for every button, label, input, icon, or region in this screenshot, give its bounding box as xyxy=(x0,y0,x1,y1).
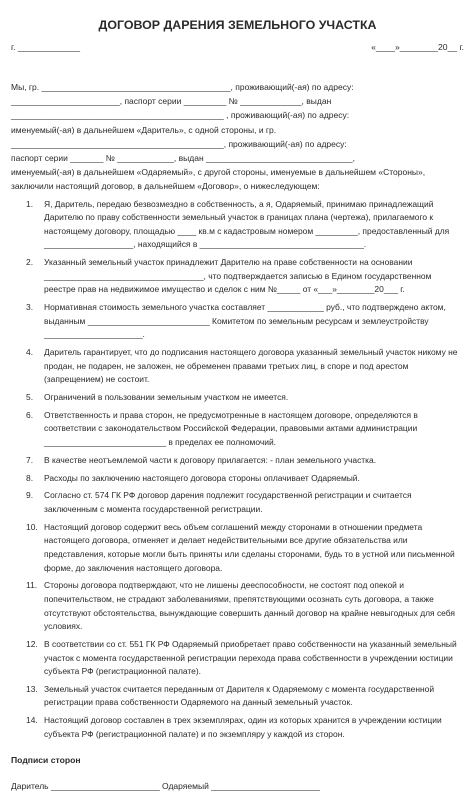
clause-item xyxy=(11,301,464,342)
date-field: «____»________20__ г. xyxy=(371,42,464,52)
clause-number: 10. xyxy=(26,521,38,532)
clause-number: 4. xyxy=(26,347,34,358)
clause-number: 3. xyxy=(26,302,34,313)
signatures-heading: Подписи сторон xyxy=(11,755,81,766)
clause-number: 5. xyxy=(26,392,34,403)
clause-item xyxy=(11,256,464,297)
clause-number: 13. xyxy=(26,683,38,694)
clause-text: Расходы по заключению настоящего договора стороны оплачивает Одаряемый. xyxy=(44,472,360,483)
clause-number: 9. xyxy=(26,490,34,501)
intro-line: заключили настоящий договор, в дальнейшем «Договор», о нижеследующем: xyxy=(11,181,320,192)
clause-text: Даритель гарантирует, что до подписания настоящего договора указанный земельный участок никому не продан, не подарен, не заложен, не обременен правами третьих лиц, в споре и под арестом (запрещением) не состоит. xyxy=(44,347,458,385)
place-date-row xyxy=(11,41,464,53)
document-title: ДОГОВОР ДАРЕНИЯ ЗЕМЕЛЬНОГО УЧАСТКА xyxy=(98,18,377,32)
intro-line: Мы, гр. ________________________________________, проживающий(-ая) по адресу: xyxy=(11,82,354,92)
clause-text: Ограничений в пользовании земельным участком не имеется. xyxy=(44,392,289,403)
clause-item xyxy=(11,409,464,450)
clause-text: Настоящий договор составлен в трех экземплярах, один из которых хранится в учреждении юстиции субъекта РФ (регистрационной палате) и по экземпляру у каждой из сторон. xyxy=(44,715,442,739)
clause-item xyxy=(11,346,464,387)
place-field: г. _____________ xyxy=(11,42,80,52)
clause-number: 8. xyxy=(26,472,34,483)
clause-item xyxy=(11,638,464,679)
clause-number: 2. xyxy=(26,257,34,268)
clause-number: 14. xyxy=(26,715,38,726)
clause-number: 7. xyxy=(26,454,34,465)
clause-text: Нормативная стоимость земельного участка составляет ____________ руб., что подтверждено актом, выданным __________________________ Комитетом по земельным ресурсам и землеустройству _____________________. xyxy=(44,302,446,340)
signatures-line: Даритель _______________________ Одаряемый _______________________ xyxy=(11,781,320,792)
clause-item xyxy=(11,489,464,516)
clause-item xyxy=(11,472,464,486)
contract-clauses xyxy=(11,198,464,742)
clause-number: 12. xyxy=(26,638,38,649)
clause-number: 1. xyxy=(26,198,34,209)
clause-number: 11. xyxy=(26,580,38,591)
clause-item xyxy=(11,683,464,710)
clause-text: Ответственность и права сторон, не предусмотренные в настоящем договоре, определяются в соответствии с законодательством Российской Федерации, правовыми актами администрации __________________________ в пределах ее полномочий. xyxy=(44,409,418,448)
clause-text: В соответствии со ст. 551 ГК РФ Одаряемый приобретает право собственности на указанный земельный участок с момента государственной регистрации перехода права собственности в учреждении юстиции субъекта РФ (регистрационной палате). xyxy=(44,638,457,677)
intro-line: _____________________________________________, проживающий(-ая) по адресу: xyxy=(11,138,347,149)
intro-line: именуемый(-ая) в дальнейшем «Одаряемый», с другой стороны, именуемые в дальнейшем «Стороны», xyxy=(11,167,426,178)
clause-item xyxy=(11,714,464,741)
intro-line: _______________________, паспорт серии _________ № _____________, выдан xyxy=(11,96,332,107)
clause-text: Стороны договора подтверждают, что не лишены дееспособности, не состоят под опекой и попечительством, не страдают заболеваниями, препятствующими осознать суть договора, а также отсутствуют обстоятельства, вынуждающие совершить данный договор на крайне невыгодных для себя условиях. xyxy=(44,580,455,632)
intro-line: именуемый(-ая) в дальнейшем «Даритель», с одной стороны, и гр. xyxy=(11,124,277,135)
clause-item xyxy=(11,391,464,405)
clause-text: Согласно ст. 574 ГК РФ договор дарения подлежит государственной регистрации и считается заключенным с момента государственной регистрации. xyxy=(44,490,412,514)
intro-paragraph xyxy=(11,80,464,194)
clause-text: Указанный земельный участок принадлежит Дарителю на праве собственности на основании __________________________________, что подтверждается записью в Едином государственном реестре прав на недвижимое имущество и сделок с ним №_____ от «___»________20___ г. xyxy=(44,257,432,295)
clause-item xyxy=(11,454,464,468)
clause-text: Я, Даритель, передаю безвозмездно в собственность, а я, Одаряемый, принимаю принадлежащий Дарителю по праву собственности земельный участок в границах плана (чертежа), прилагаемого к настоящему договору, площадью ____ кв.м с кадастровым номером _________, предоставленный для ___________________, находящийся в ___________________________________. xyxy=(44,198,450,250)
clause-text: В качестве неотъемлемой части к договору прилагается: - план земельного участка. xyxy=(44,454,377,465)
clause-item xyxy=(11,579,464,633)
intro-line: _____________________________________________ , проживающий(-ая) по адресу: xyxy=(11,110,350,121)
intro-line: паспорт серии _______ № ____________, выдан _______________________________, xyxy=(11,153,355,164)
clause-text: Земельный участок считается переданным от Дарителя к Одаряемому с момента государственной регистрации права собственности Одаряемого на данный земельный участок. xyxy=(44,683,435,708)
clause-item xyxy=(11,521,464,575)
clause-item xyxy=(11,198,464,252)
clause-text: Настоящий договор содержит весь объем соглашений между сторонами в отношении предмета настоящего договора, отменяет и делает недействительными все другие обязательства или представления, которые могли быть приняты или сделаны сторонами, будь то в устной или письменной форме, до заключения настоящего договора. xyxy=(44,521,455,573)
clause-number: 6. xyxy=(26,409,34,420)
